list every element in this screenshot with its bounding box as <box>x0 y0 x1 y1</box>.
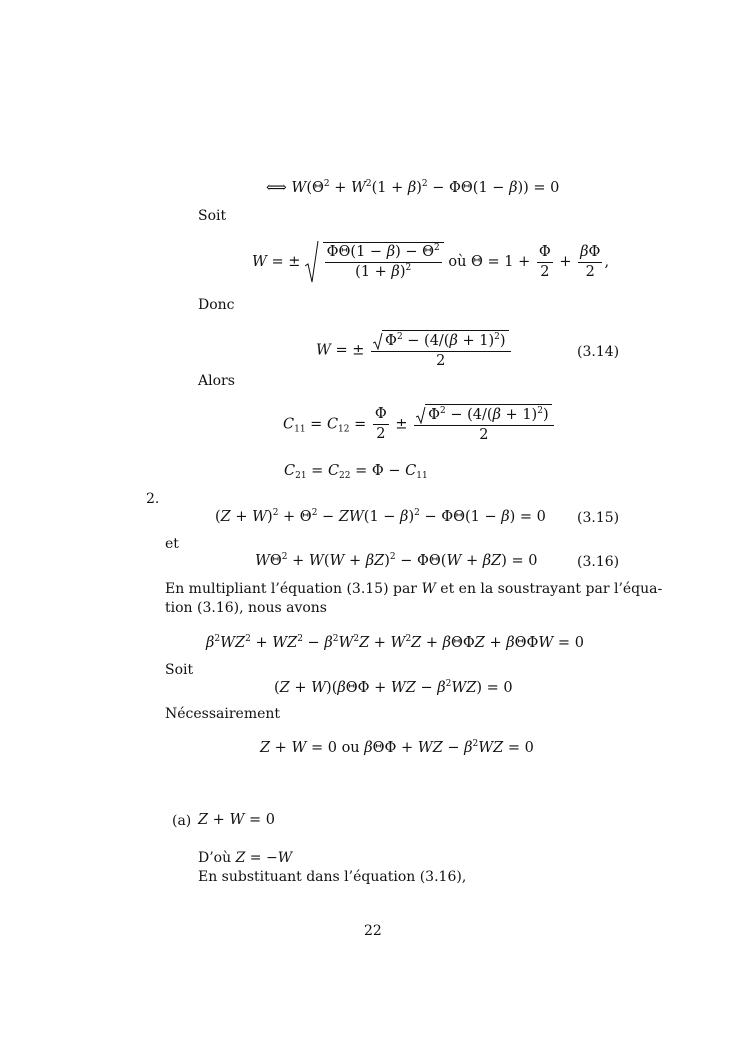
text-donc: Donc <box>198 297 235 313</box>
equation-c11: $C_{11} = C_{12}$ = $\frac{\Phi}{2}$ ± $\frac{\Phi^2 - (4/(\beta + 1)^2)}{2}$ <box>283 404 556 445</box>
paragraph-multiplying-line-2: tion (3.16), nous avons <box>165 600 327 616</box>
text-necessairement: Nécessairement <box>165 706 281 722</box>
text-ou: où <box>448 254 467 270</box>
equation-necessary: Z + W = 0 ou βΘΦ + WZ − $\beta^2WZ = 0$ <box>260 739 534 756</box>
text-alors: Alors <box>198 373 235 389</box>
equation-3-16: $W\Theta^2 + W(W + \beta Z)^2 - \Phi\Theta(W + \beta Z) = 0$ <box>255 552 538 569</box>
equation-combined: $\beta^2WZ^2 + WZ^2 - \beta^2W^2Z + W^2Z + \beta\Theta\Phi Z + \beta\Theta\Phi W = 0$ <box>206 634 584 651</box>
equation-factored: (Z + W)(βΘΦ + WZ − $\beta^2WZ) = 0$ <box>274 679 513 696</box>
equation-number-3-16: (3.16) <box>577 554 620 570</box>
equation-number-3-15: (3.15) <box>577 510 620 526</box>
text-d-ou: D’où Z = −W <box>198 850 293 866</box>
equation-3-15: $(Z + W)^2 + \Theta^2 - ZW(1 - \beta)^2 - \Phi\Theta(1 - \beta) = 0$ <box>215 508 546 525</box>
text-ou-2: ou <box>341 740 360 756</box>
equation-c21: $C_{21} = C_{22} = \Phi - C_{11}$ <box>284 463 428 481</box>
equation-case-a: Z + W = 0 <box>198 812 275 828</box>
equation-number-3-14: (3.14) <box>577 344 620 360</box>
text-d-ou-prefix: D’où <box>198 850 232 866</box>
page-number: 22 <box>364 923 382 939</box>
text-substituting: En substituant dans l’équation (3.16), <box>198 869 467 885</box>
equation-w-result: W = ± $\frac{\Phi^2 - (4/(\beta + 1)^2)}{2}$ <box>316 330 513 371</box>
equation-w-sqrt: W = ± $\frac{\Phi\Theta(1 - \beta) - \Theta^2}{(1 + \beta)^2}$ où Θ = 1 + $\frac{\Phi}{2}$ + $\frac{\beta\Phi}{2}$ , <box>252 243 610 280</box>
text-et: et <box>165 536 179 552</box>
list-item-2: 2. <box>146 491 160 507</box>
equation-iff: ⟺ $W(\Theta^2 + W^2(1 + \beta)^2 - \Phi\Theta(1 - \beta)) = 0$ <box>266 179 560 196</box>
case-a-label: (a) <box>172 813 192 829</box>
text-soit-2: Soit <box>165 662 194 678</box>
text-soit-1: Soit <box>198 208 227 224</box>
paragraph-multiplying-line-1: En multipliant l’équation (3.15) par W et en la soustrayant par l’équa- <box>165 581 663 597</box>
